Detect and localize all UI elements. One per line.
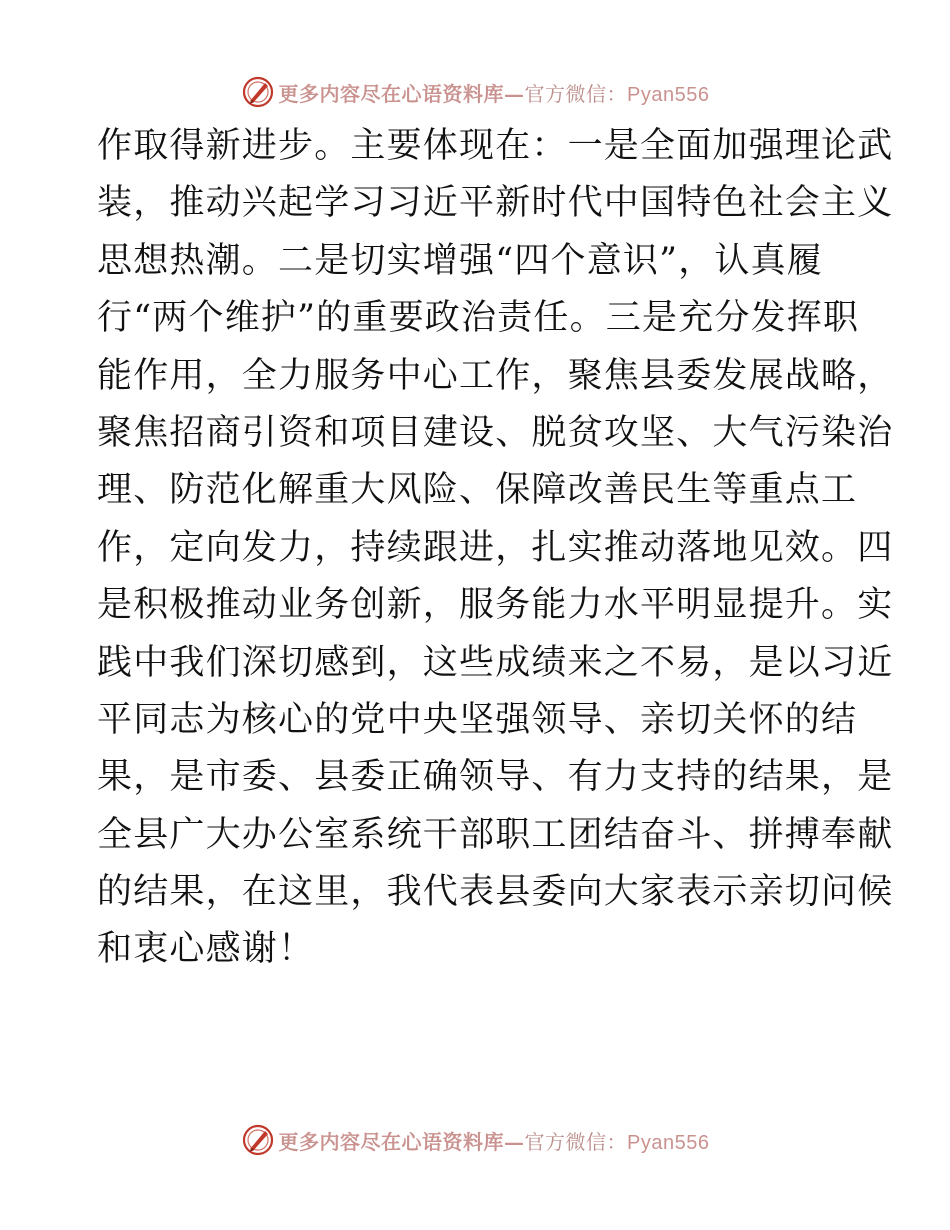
- watermark-dash: —: [504, 1129, 525, 1154]
- body-line: 全县广大办公室系统干部职工团结奋斗、拼搏奉献: [97, 814, 894, 855]
- body-line: 能作用，全力服务中心工作，聚焦县委发展战略，: [97, 355, 894, 396]
- body-line: 作，定向发力，持续跟进，扎实推动落地见效。四: [97, 527, 894, 568]
- body-line: 思想热潮。二是切实增强“四个意识”，认真履: [97, 240, 823, 281]
- body-line: 理、防范化解重大风险、保障改善民生等重点工: [97, 470, 858, 511]
- body-line: 的结果，在这里，我代表县委向大家表示亲切问候: [97, 872, 894, 913]
- body-line: 装，推动兴起学习习近平新时代中国特色社会主义: [97, 183, 894, 224]
- body-line: 果，是市委、县委正确领导、有力支持的结果，是: [97, 757, 894, 798]
- document-body: [97, 118, 894, 979]
- body-line: 作取得新进步。主要体现在：一是全面加强理论武: [97, 126, 894, 166]
- body-line: 和衷心感谢！: [97, 929, 315, 970]
- header-watermark: [0, 72, 950, 112]
- watermark-text: [279, 78, 710, 107]
- body-line: 践中我们深切感到，这些成绩来之不易，是以习近: [97, 642, 894, 683]
- watermark-wechat-label: 官方微信：: [524, 1129, 628, 1154]
- watermark-text: [279, 1126, 710, 1155]
- watermark-wechat-label: 官方微信：: [524, 81, 628, 106]
- body-line: 平同志为核心的党中央坚强领导、亲切关怀的结: [97, 699, 858, 740]
- quill-logo-icon: [241, 75, 275, 109]
- watermark-dash: —: [504, 81, 525, 106]
- body-line: 行“两个维护”的重要政治责任。三是充分发挥职: [97, 298, 860, 339]
- watermark-site: 更多内容尽在心语资料库: [278, 81, 505, 106]
- watermark-site: 更多内容尽在心语资料库: [278, 1129, 505, 1154]
- quill-logo-icon: [241, 1123, 275, 1157]
- watermark-wechat-id: Pyan556: [627, 83, 710, 106]
- body-line: 聚焦招商引资和项目建设、脱贫攻坚、大气污染治: [97, 412, 894, 453]
- watermark-wechat-id: Pyan556: [627, 1131, 710, 1154]
- footer-watermark: [0, 1120, 950, 1160]
- body-line: 是积极推动业务创新，服务能力水平明显提升。实: [97, 585, 894, 626]
